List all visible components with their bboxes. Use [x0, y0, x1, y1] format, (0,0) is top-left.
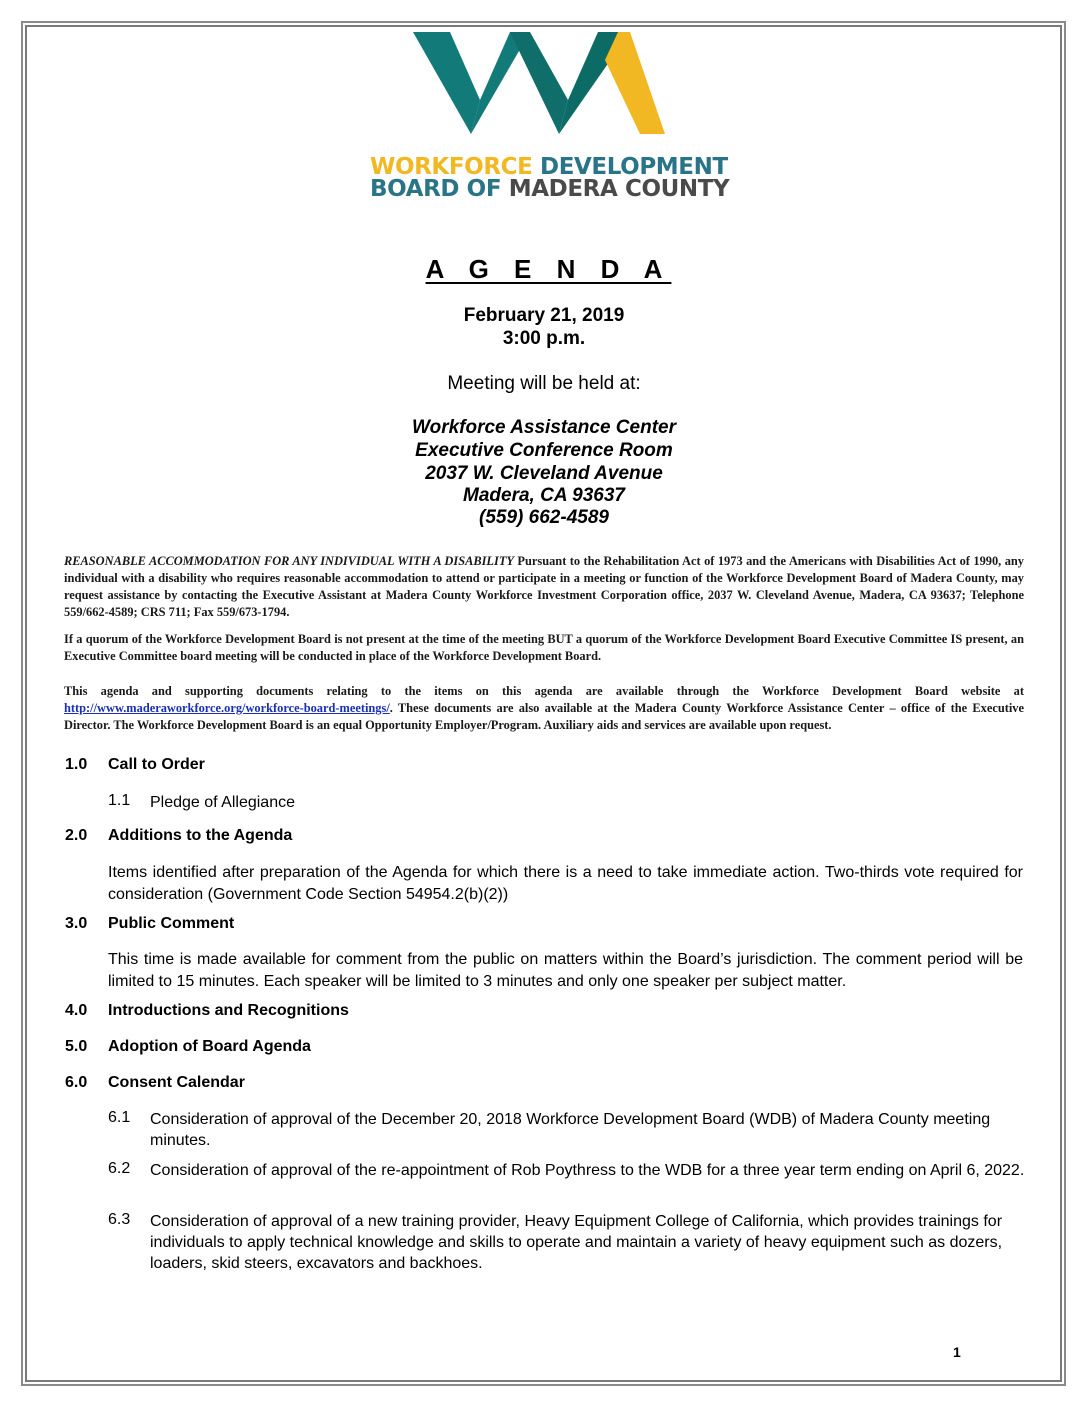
logo-a-stroke: [605, 32, 665, 134]
agenda-title: A G E N D A: [425, 254, 672, 284]
location-city: Madera, CA 93637: [463, 485, 625, 506]
item-number: 6.3: [108, 1211, 131, 1228]
location-phone: (559) 662-4589: [479, 507, 609, 528]
location-room: Executive Conference Room: [415, 440, 673, 461]
wa-logo-mark-icon: [370, 28, 720, 153]
item-text: Consideration of approval of the re-appointment of Rob Poythress to the WDB for a three year term ending on April 6, 2022.: [150, 1162, 1025, 1179]
item-title: Call to Order: [108, 756, 205, 773]
availability-notice: [64, 683, 1024, 734]
item-number: 2.0: [65, 827, 88, 844]
item-number: 3.0: [65, 915, 88, 932]
logo-word-workforce: WORKFORCE: [370, 154, 533, 180]
logo-w-mid-stroke: [510, 32, 568, 134]
location-street: 2037 W. Cleveland Avenue: [425, 463, 663, 484]
item-number: 6.1: [108, 1109, 131, 1126]
item-number: 5.0: [65, 1038, 88, 1055]
logo-word-development: DEVELOPMENT: [540, 154, 728, 180]
item-title: Adoption of Board Agenda: [108, 1038, 311, 1055]
quorum-notice: If a quorum of the Workforce Development Board is not present at the time of the meeting BUT a quorum of the Workforce Development Board Executive Committee IS present, an Executive Committee board meeting will be conducted in place of the Workforce Development Board.: [64, 632, 1024, 663]
board-meetings-link[interactable]: http://www.maderaworkforce.org/workforce-board-meetings/: [64, 701, 390, 715]
logo-v-left-stroke: [413, 32, 480, 134]
item-number: 1.1: [108, 792, 131, 809]
wdb-logo: [370, 28, 730, 208]
accommodation-notice: [64, 553, 1024, 621]
logo-text-line1: [370, 154, 728, 180]
accommodation-heading: REASONABLE ACCOMMODATION FOR ANY INDIVIDUAL WITH A DISABILITY: [64, 554, 514, 568]
availability-text-start: This agenda and supporting documents relating to the items on this agenda are available through the Workforce Development Board website at: [64, 684, 1024, 698]
item-number: 6.2: [108, 1160, 131, 1177]
item-title: Public Comment: [108, 915, 235, 932]
agenda-item-2-0-body: Items identified after preparation of the Agenda for which there is a need to take immediate action. Two-thirds vote required for consideration (Government Code Section 54954.2(b)(2)): [108, 864, 1023, 903]
item-title: Introductions and Recognitions: [108, 1002, 349, 1019]
item-text: Pledge of Allegiance: [150, 794, 295, 811]
item-title: Consent Calendar: [108, 1074, 245, 1091]
location-name: Workforce Assistance Center: [412, 417, 676, 438]
agenda-item-3-0-body: This time is made available for comment from the public on matters within the Board’s jurisdiction. The comment period will be limited to 15 minutes. Each speaker will be limited to 3 minutes and only one speaker per subject matter.: [108, 951, 1023, 990]
meeting-date: February 21, 2019: [463, 305, 625, 326]
item-number: 1.0: [65, 756, 88, 773]
item-number: 4.0: [65, 1002, 88, 1019]
logo-text-line2: [370, 176, 730, 202]
item-text: Consideration of approval of the December 20, 2018 Workforce Development Board (WDB) of Madera County meeting minutes.: [150, 1111, 991, 1149]
meeting-location-intro: Meeting will be held at:: [447, 373, 641, 394]
logo-word-board-of: BOARD OF: [370, 176, 502, 202]
logo-word-madera-county: MADERA COUNTY: [508, 176, 730, 202]
availability-text-end: . These documents are also available at the Madera County Workforce Assistance Center – office of the Executive Director. The Workforce Development Board is an equal Opportunity Employer/Program. Auxiliary aids and services are available upon request.: [64, 701, 1024, 732]
item-number: 6.0: [65, 1074, 88, 1091]
item-title: Additions to the Agenda: [108, 827, 293, 844]
page-number: 1: [953, 1344, 961, 1360]
item-text: Consideration of approval of a new training provider, Heavy Equipment College of California, which provides trainings for individuals to apply technical knowledge and skills to operate and maintain a variety of heavy equipment such as dozers, loaders, skid steers, excavators and backhoes.: [150, 1213, 1003, 1272]
meeting-time: 3:00 p.m.: [502, 328, 586, 349]
accommodation-body: Pursuant to the Rehabilitation Act of 1973 and the Americans with Disabilities Act of 1990, any individual with a disability who requires reasonable accommodation to attend or participate in a meeting or function of the Workforce Development Board of Madera County, may request assistance by contacting the Executive Assistant at Madera County Workforce Investment Corporation office, 2037 W. Cleveland Avenue, Madera, CA 93637; Telephone 559/662-4589; CRS 711; Fax 559/673-1794.: [64, 554, 1025, 619]
